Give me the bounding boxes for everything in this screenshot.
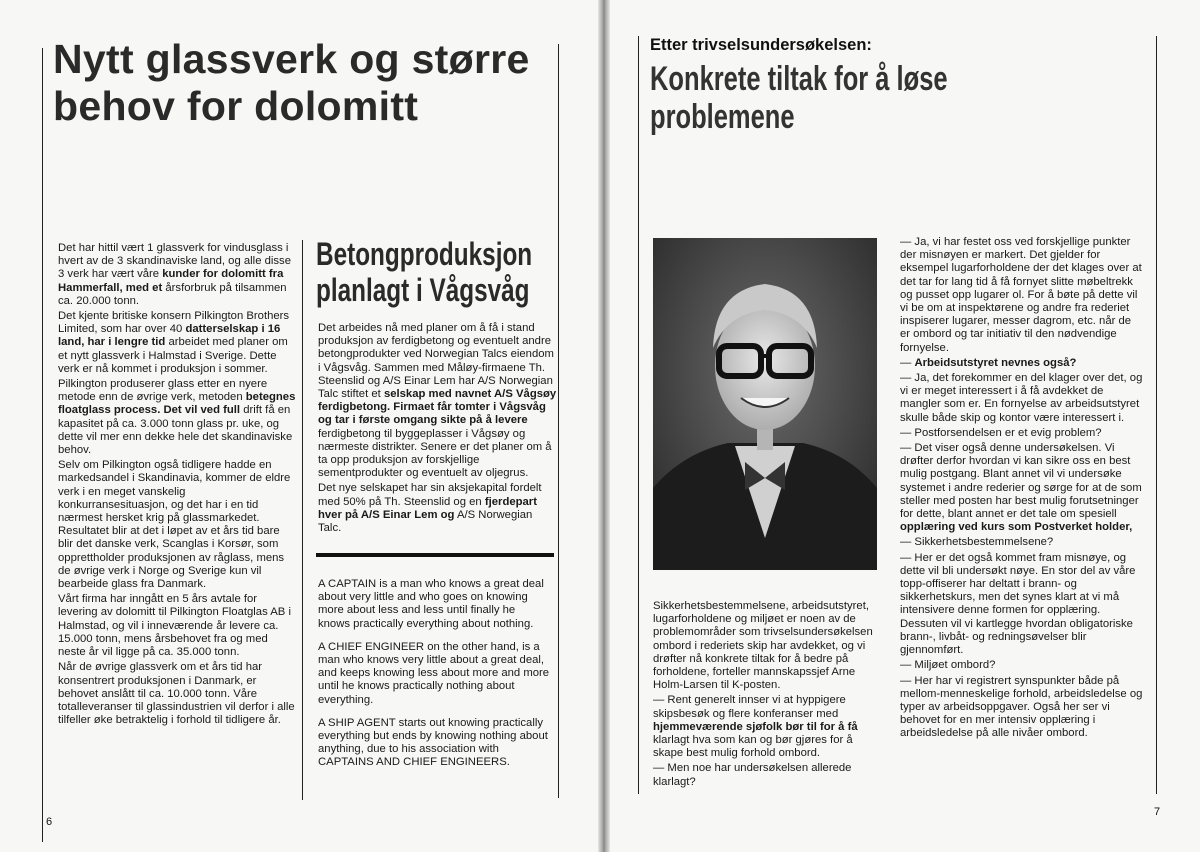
kicker: Etter trivselsundersøkelsen: bbox=[650, 36, 872, 54]
paragraph bbox=[900, 659, 1144, 672]
paragraph-text: Det nye selskapet har sin aksjekapital fordelt med 50% på Th. Steenslid og en bbox=[318, 482, 542, 508]
paragraph-text: Vårt firma har inngått en 5 års avtale for levering av dolomitt til Pilkington Floatglas AB i Halmstad, og vil i inneværende år levere ca. 15.000 tonn, mens årsbehovet fra og med neste år vil ligge på ca. 35.000 tonn. bbox=[58, 593, 291, 659]
paragraph-text: — Det viser også denne undersøkelsen. Vi drøfter derfor hvordan vi kan sikre oss en best mulig postgang. Blant annet vil vi undersøke systemet i andre rederier og sørge for at de som steller med posten har best mulig forutsetninger for dette, blant annet er det tale om spesiell bbox=[900, 442, 1142, 521]
paragraph bbox=[900, 372, 1144, 425]
ad-paragraph: A CHIEF ENGINEER on the other hand, is a man who knows very little about a great deal, and keeps knowing less about more and more until he knows practically nothing about everything. bbox=[318, 640, 550, 706]
paragraph bbox=[58, 661, 296, 727]
paragraph-bold-text: opplæring ved kurs som Postverket holder, bbox=[900, 521, 1133, 534]
paragraph-text-continued: drift få en kapasitet på ca. 3.000 tonn glass pr. uke, og dette vil mer enn dekke hele det skandinaviske behov. bbox=[58, 404, 293, 457]
paragraph bbox=[900, 442, 1144, 534]
paragraph-text: Pilkington produserer glass etter en nyere metode enn de øvrige verk, metoden bbox=[58, 378, 268, 404]
paragraph-text: — Her har vi registrert synspunkter både på mellom-menneskelige forhold, arbeidsledelse og typer av arbeidsoppgaver. Også her ser vi behovet for en mer intensiv opplæring i arbeidsledelse på alle nivåer ombord. bbox=[900, 674, 1143, 740]
paragraph-text-continued: ferdigbetong til byggeplasser i Vågsøy og nærmeste distrikter. Senere er det planer om å ta opp produksjon av forskjellige sementprodukter og eventuelt av oljegrus. bbox=[318, 427, 552, 480]
paragraph bbox=[900, 675, 1144, 741]
paragraph-text: — Her er det også kommet fram misnøye, og dette vil bli undersøkt nøye. En stor del av våre topp-offiserer har deltatt i brann- og sikkerhetskurs, men det synes klart at vi må intensivere denne formen for opplæring. Dessuten vil vi kartlegge hvordan obligatoriske brann-, livbåt- og redningsøvelser blir gjennomført. bbox=[900, 551, 1136, 657]
paragraph bbox=[58, 378, 296, 457]
paragraph bbox=[653, 600, 879, 692]
paragraph-text: — Rent generelt innser vi at hyppigere skipsbesøk og flere konferanser med bbox=[653, 694, 846, 720]
paragraph-bold-text: hjemmeværende sjøfolk bør til for å få bbox=[653, 720, 858, 733]
paragraph bbox=[318, 482, 558, 535]
sidebar-title bbox=[316, 236, 532, 308]
paragraph-text: — Ja, det forekommer en del klager over det, og vi er meget interessert i å få avdekket de mangler som er. En fornyelse av arbeidsutstyret skulle både skip og kontor være interessert i. bbox=[900, 372, 1143, 424]
paragraph-text: Det arbeides nå med planer om å få i stand produksjon av ferdigbetong og eventuelt andre betongprodukter ved Norwegian Talcs eiendom i Vågsvåg. Sammen med Måløy-firmaene Th. Steenslid og A/S Einar Lem har A/S Norwegian Talc stiftet et bbox=[318, 322, 554, 401]
ad-separator-rule bbox=[316, 553, 554, 557]
paragraph-text: — bbox=[900, 356, 915, 369]
paragraph bbox=[900, 552, 1144, 658]
paragraph-bold-text: fjerdepart hver på A/S Einar Lem og bbox=[318, 495, 537, 521]
paragraph-bold-text: Arbeidsutstyret nevnes også? bbox=[914, 356, 1077, 369]
paragraph-text-continued: A/S Norwegian Talc. bbox=[318, 508, 533, 535]
paragraph-bold-text: selskap med navnet A/S Vågsøy ferdigbetong. Firmaet får tomter i Vågsvåg og tar i første omgang sikte på å levere bbox=[318, 388, 557, 427]
paragraph bbox=[318, 322, 558, 480]
paragraph bbox=[900, 236, 1144, 355]
interview-column-left bbox=[653, 600, 879, 791]
paragraph bbox=[58, 593, 296, 659]
page-gutter bbox=[598, 0, 610, 852]
paragraph bbox=[900, 427, 1144, 440]
paragraph-text: — Postforsendelsen er et evig problem? bbox=[900, 426, 1102, 439]
paragraph-text: Det har hittil vært 1 glassverk for vindusglass i hvert av de 3 skandinaviske land, og alle disse 3 verk har vært våre bbox=[58, 242, 291, 281]
paragraph-bold-text: betegnes floatglass process. Det vil ved full bbox=[58, 391, 296, 417]
paragraph-text-continued: klarlagt hva som kan og bør gjøres for å skape best mulig forhold ombord. bbox=[653, 734, 853, 760]
paragraph-bold-text: kunder for dolomitt fra Hammerfall, med et bbox=[58, 268, 284, 294]
paragraph-text: — Ja, vi har festet oss ved forskjellige punkter der misnøyen er markert. Det gjelder for eksempel lugarforholdene der det klages over at det tar for lang tid å få fornyet slitte møbeltrekk og pusset opp lugarer ol. For å bøte på dette vil vi be om at inspektørene og andre fra rederiet inspiserer lugarer, messer dagrom, etc. når de er ombord og tar initiativ til den nødvendige fornyelse. bbox=[900, 236, 1142, 354]
right-page-right-rule bbox=[1156, 36, 1157, 794]
paragraph-text: — Men noe har undersøkelsen allerede klarlagt? bbox=[653, 762, 852, 788]
paragraph bbox=[58, 459, 296, 591]
portrait-photo-icon bbox=[653, 238, 877, 570]
paragraph-text: Selv om Pilkington også tidligere hadde en markedsandel i Skandinavia, kommer de eldre verk i en meget vanskelig konkurransesituasjon, og det har i en tid nærmest hersket krig på glassmarkedet. Resultatet blir at det i løpet av et års tid bare blir det danske verk, Scanglas i Korsør, som opprettholder produksjonen av råglass, mens de øvrige verk i Norge og Sverige kun vil bearbeide glass fra Danmark. bbox=[58, 459, 291, 591]
paragraph-text-continued: årsforbruk på tilsammen ca. 20.000 tonn. bbox=[58, 281, 287, 307]
right-border-rule bbox=[558, 44, 559, 798]
paragraph-text-continued: arbeidet med planer om et nytt glassverk i Halmstad i Sverige. Dette verk er nå kommet i produksjon i sommer. bbox=[58, 336, 288, 375]
page-number-right: 7 bbox=[1154, 806, 1161, 818]
ad-paragraph: A CAPTAIN is a man who knows a great deal about very little and who goes on knowing more about less and less until finally he knows practically everything about nothing. bbox=[318, 578, 544, 630]
ad-paragraph: A SHIP AGENT starts out knowing practically everything but ends by knowing nothing about anything, due to his association with CAPTAINS AND CHIEF ENGINEERS. bbox=[318, 716, 548, 769]
paragraph bbox=[900, 357, 1144, 370]
right-page-left-rule bbox=[638, 36, 639, 794]
paragraph-text: Det kjente britiske konsern Pilkington Brothers Limited, som har over 40 bbox=[58, 310, 290, 336]
paragraph-text: — Sikkerhetsbestemmelsene? bbox=[900, 536, 1054, 549]
captain-joke-box bbox=[318, 578, 550, 780]
paragraph bbox=[58, 310, 296, 376]
paragraph-bold-text: datterselskap i 16 land, har i lengre tid bbox=[58, 323, 281, 349]
paragraph bbox=[58, 242, 296, 308]
paragraph bbox=[900, 536, 1144, 549]
paragraph bbox=[653, 762, 879, 788]
interview-column-right bbox=[900, 236, 1144, 743]
right-page-title: Konkrete tiltak for å løse problemene bbox=[650, 60, 948, 136]
sidebar-title-line-1: Betongproduksjon bbox=[316, 236, 533, 272]
column-divider-rule bbox=[302, 240, 303, 800]
page-number-left: 6 bbox=[46, 816, 53, 828]
left-border-rule bbox=[42, 48, 43, 842]
paragraph bbox=[653, 694, 879, 760]
paragraph-text: — Miljøet ombord? bbox=[900, 659, 996, 672]
sidebar-title-line-2: planlagt i Vågsvåg bbox=[316, 272, 530, 308]
paragraph-text: Når de øvrige glassverk om et års tid har konsentrert produksjonen i Danmark, er behovet anslått til ca. 10.000 tonn. Våre totalleveranser til glassindustrien vil derfor i alle tilfeller øke betraktelig i forhold til tidligere år. bbox=[58, 661, 295, 727]
article-column bbox=[58, 242, 296, 729]
page-title: Nytt glassverk og større behov for dolomitt bbox=[53, 36, 530, 129]
sidebar-column bbox=[318, 322, 558, 537]
paragraph-text: Sikkerhetsbestemmelsene, arbeidsutstyret, lugarforholdene og miljøet er noen av de problemområder som trivselsundersøkelsen ombord i rederiets skip har avdekket, og vi drøfter nå konkrete tiltak for å bedre på forholdene, forteller mannskapssjef Arne Holm-Larsen til K-posten. bbox=[653, 600, 873, 692]
